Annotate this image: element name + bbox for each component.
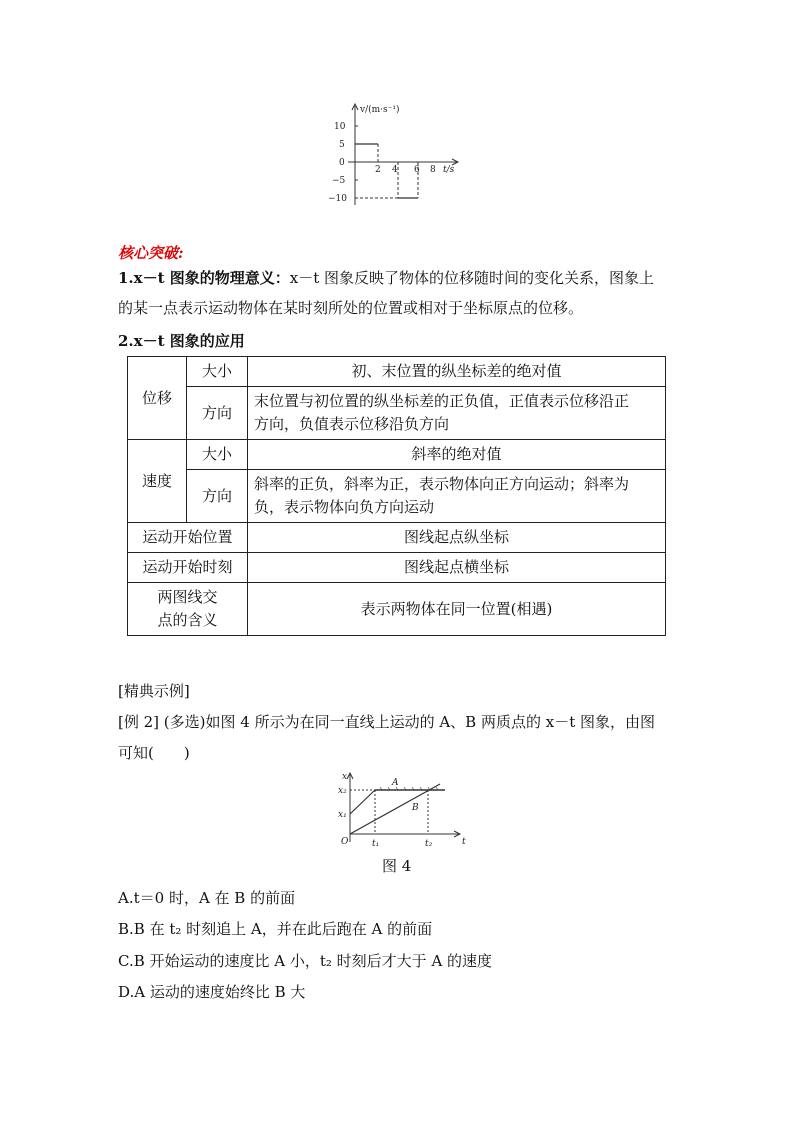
xt-origin: O xyxy=(341,837,349,847)
vt-y-tick: −10 xyxy=(328,194,347,204)
point1-text: x－t 图象反映了物体的位移随时间的变化关系，图象上 xyxy=(289,269,655,287)
line-b xyxy=(350,784,440,834)
point1-line2: 的某一点表示运动物体在某时刻所处的位置或相对于坐标原点的位移。 xyxy=(118,299,584,317)
cell-start-time: 运动开始时刻 xyxy=(128,553,248,583)
vt-x-tick: 6 xyxy=(414,165,420,175)
cell-vel-magnitude: 斜率的绝对值 xyxy=(248,440,666,470)
cell-velocity: 速度 xyxy=(128,440,187,523)
vt-graph xyxy=(330,100,470,210)
option-b[interactable]: B.B 在 t₂ 时刻追上 A，并在此后跑在 A 的前面 xyxy=(118,920,433,938)
option-a[interactable]: A.t＝0 时，A 在 B 的前面 xyxy=(118,889,296,907)
vt-x-tick: 4 xyxy=(392,165,398,175)
xt-x2-label: x₂ xyxy=(338,786,347,796)
cell-direction: 方向 xyxy=(187,470,248,523)
key-breakthrough-title: 核心突破: xyxy=(118,244,184,262)
figure-caption: 图 4 xyxy=(382,857,412,875)
point2-title: 2.x－t 图象的应用 xyxy=(118,332,245,350)
cell-magnitude: 大小 xyxy=(187,440,248,470)
xt-figure xyxy=(330,770,470,852)
example-question-line2: 可知( ) xyxy=(118,744,190,762)
cell-direction: 方向 xyxy=(187,387,248,440)
cell-disp-direction: 末位置与初位置的纵坐标差的正负值，正值表示位移沿正 方向，负值表示位移沿负方向 xyxy=(248,387,666,440)
xt-line-b-label: B xyxy=(412,803,419,813)
option-d[interactable]: D.A 运动的速度始终比 B 大 xyxy=(118,983,306,1001)
option-c[interactable]: C.B 开始运动的速度比 A 小，t₂ 时刻后才大于 A 的速度 xyxy=(118,952,493,970)
xt-t1-label: t₁ xyxy=(372,839,380,849)
cell-vel-direction: 斜率的正负，斜率为正，表示物体向正方向运动；斜率为 负，表示物体向负方向运动 xyxy=(248,470,666,523)
example-section-title: [精典示例] xyxy=(118,682,190,700)
example-question-line1: [例 2] (多选)如图 4 所示为在同一直线上运动的 A、B 两质点的 x－t 图象，由图 xyxy=(118,713,655,731)
line-a-rise xyxy=(350,790,375,814)
cell-start-time-value: 图线起点横坐标 xyxy=(248,553,666,583)
xt-y-label: x xyxy=(342,772,348,782)
vt-x-label: t/s xyxy=(443,165,455,175)
cell-start-position: 运动开始位置 xyxy=(128,523,248,553)
cell-displacement: 位移 xyxy=(128,357,187,440)
xt-line-a-label: A xyxy=(392,778,399,788)
xt-t2-label: t₂ xyxy=(425,839,433,849)
vt-y-tick: 10 xyxy=(334,122,346,132)
vt-x-tick: 2 xyxy=(375,165,381,175)
vt-y-tick: 0 xyxy=(339,158,345,168)
cell-magnitude: 大小 xyxy=(187,357,248,387)
xt-x1-label: x₁ xyxy=(338,810,347,820)
cell-intersection-value: 表示两物体在同一位置(相遇) xyxy=(248,583,666,636)
vt-y-tick: −5 xyxy=(332,176,346,186)
xt-x-label: t xyxy=(462,837,466,847)
vt-x-tick: 8 xyxy=(430,165,436,175)
cell-disp-magnitude: 初、末位置的纵坐标差的绝对值 xyxy=(248,357,666,387)
vt-y-tick: 5 xyxy=(339,140,345,150)
point1-line1 xyxy=(118,267,654,289)
vt-y-label: v/(m·s⁻¹) xyxy=(360,105,400,115)
cell-intersection: 两图线交 点的含义 xyxy=(128,583,248,636)
xt-application-table xyxy=(127,356,666,636)
cell-start-position-value: 图线起点纵坐标 xyxy=(248,523,666,553)
point1-title: 1.x－t 图象的物理意义： xyxy=(118,269,290,287)
